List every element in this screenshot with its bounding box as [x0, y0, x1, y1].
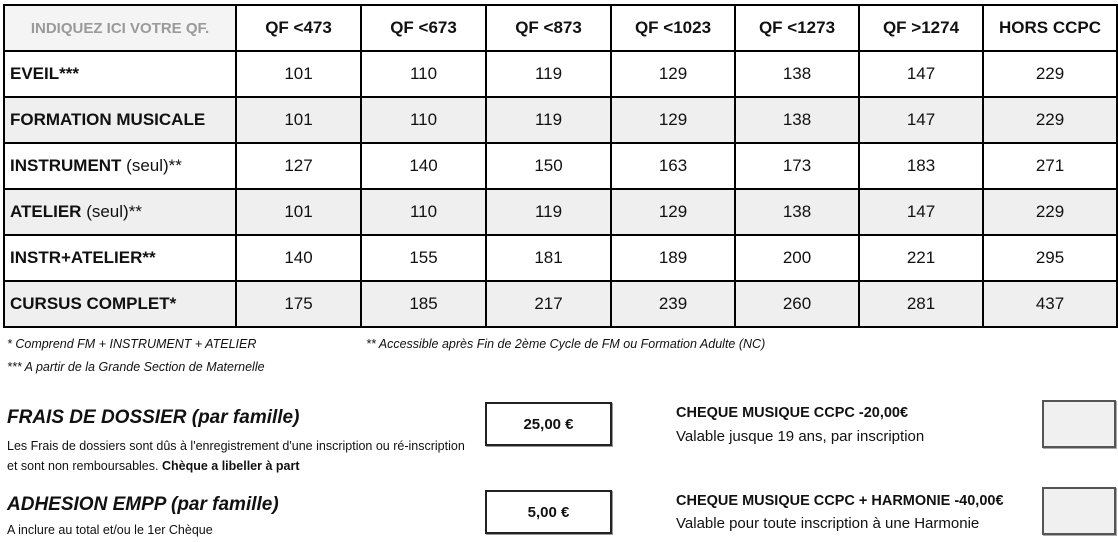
tarif-table	[3, 4, 1118, 328]
frais-amount-box: 25,00 €	[485, 402, 612, 446]
frais-desc-bold: Chèque a libeller à part	[161, 459, 300, 473]
price-cell: 129	[611, 51, 735, 97]
price-cell: 239	[611, 281, 735, 327]
frais-title: FRAIS DE DOSSIER (par famille)	[7, 407, 300, 428]
price-cell: 138	[735, 97, 859, 143]
frais-desc-text: Les Frais de dossiers sont dûs à l'enregistrement d'une inscription ou ré-inscription et sont non remboursables.	[7, 439, 465, 473]
price-cell: 229	[983, 189, 1117, 235]
row-label	[4, 281, 236, 327]
row-label-bold: FORMATION MUSICALE	[10, 110, 206, 129]
price-cell: 140	[236, 235, 361, 281]
price-cell: 281	[859, 281, 983, 327]
row-label	[4, 143, 236, 189]
price-cell: 110	[361, 51, 486, 97]
table-header-row	[4, 5, 1117, 51]
row-label-bold: EVEIL***	[10, 64, 79, 83]
row-label	[4, 97, 236, 143]
row-label-suffix: (seul)**	[81, 202, 142, 221]
price-cell: 129	[611, 189, 735, 235]
row-label	[4, 51, 236, 97]
price-cell: 217	[486, 281, 611, 327]
cheque-harmonie-desc: Valable pour toute inscription à une Harmonie	[676, 515, 980, 532]
column-header: QF <673	[361, 5, 486, 51]
column-header: QF >1274	[859, 5, 983, 51]
price-cell: 140	[361, 143, 486, 189]
row-label-bold: INSTR+ATELIER**	[10, 248, 156, 267]
adhesion-title: ADHESION EMPP (par famille)	[7, 494, 279, 515]
price-cell: 271	[983, 143, 1117, 189]
price-cell: 437	[983, 281, 1117, 327]
adhesion-amount-box: 5,00 €	[485, 490, 612, 534]
adhesion-description: A inclure au total et/ou le 1er Chèque	[7, 523, 213, 537]
cheque-musique-desc: Valable jusque 19 ans, par inscription	[676, 428, 925, 445]
table-row	[4, 281, 1117, 327]
price-cell: 173	[735, 143, 859, 189]
column-header: QF <873	[486, 5, 611, 51]
price-cell: 129	[611, 97, 735, 143]
price-cell: 147	[859, 97, 983, 143]
frais-description	[7, 436, 477, 476]
row-label-suffix: (seul)**	[121, 156, 182, 175]
price-cell: 127	[236, 143, 361, 189]
price-cell: 295	[983, 235, 1117, 281]
row-label	[4, 235, 236, 281]
price-cell: 119	[486, 51, 611, 97]
row-label-bold: ATELIER	[10, 202, 82, 221]
footnote-triple: *** A partir de la Grande Section de Maternelle	[7, 360, 265, 374]
cheque-musique-title: CHEQUE MUSIQUE CCPC -20,00€	[676, 405, 909, 421]
price-cell: 183	[859, 143, 983, 189]
price-cell: 221	[859, 235, 983, 281]
price-cell: 185	[361, 281, 486, 327]
cheque-harmonie-title: CHEQUE MUSIQUE CCPC + HARMONIE -40,00€	[676, 493, 1004, 509]
price-cell: 110	[361, 97, 486, 143]
price-cell: 200	[735, 235, 859, 281]
cheque-musique-checkbox[interactable]	[1042, 400, 1116, 448]
price-cell: 101	[236, 97, 361, 143]
price-cell: 101	[236, 189, 361, 235]
price-cell: 189	[611, 235, 735, 281]
footnote-single: * Comprend FM + INSTRUMENT + ATELIER	[7, 337, 257, 351]
price-cell: 150	[486, 143, 611, 189]
price-cell: 181	[486, 235, 611, 281]
price-cell: 155	[361, 235, 486, 281]
row-label-bold: CURSUS COMPLET*	[10, 294, 177, 313]
price-cell: 110	[361, 189, 486, 235]
row-label	[4, 189, 236, 235]
price-cell: 175	[236, 281, 361, 327]
column-header: HORS CCPC	[983, 5, 1117, 51]
price-cell: 260	[735, 281, 859, 327]
table-row	[4, 189, 1117, 235]
table-row	[4, 97, 1117, 143]
price-cell: 119	[486, 97, 611, 143]
table-row	[4, 235, 1117, 281]
column-header: QF <1023	[611, 5, 735, 51]
footnote-double: ** Accessible après Fin de 2ème Cycle de FM ou Formation Adulte (NC)	[366, 337, 766, 351]
price-cell: 101	[236, 51, 361, 97]
column-header: QF <1273	[735, 5, 859, 51]
row-label-bold: INSTRUMENT	[10, 156, 122, 175]
price-cell: 229	[983, 51, 1117, 97]
cheque-harmonie-checkbox[interactable]	[1042, 487, 1116, 535]
price-cell: 138	[735, 51, 859, 97]
qf-input-prompt[interactable]: INDIQUEZ ICI VOTRE QF.	[4, 5, 236, 51]
price-cell: 138	[735, 189, 859, 235]
column-header: QF <473	[236, 5, 361, 51]
price-cell: 147	[859, 189, 983, 235]
table-row	[4, 143, 1117, 189]
table-row	[4, 51, 1117, 97]
price-cell: 147	[859, 51, 983, 97]
price-cell: 163	[611, 143, 735, 189]
price-cell: 229	[983, 97, 1117, 143]
price-cell: 119	[486, 189, 611, 235]
